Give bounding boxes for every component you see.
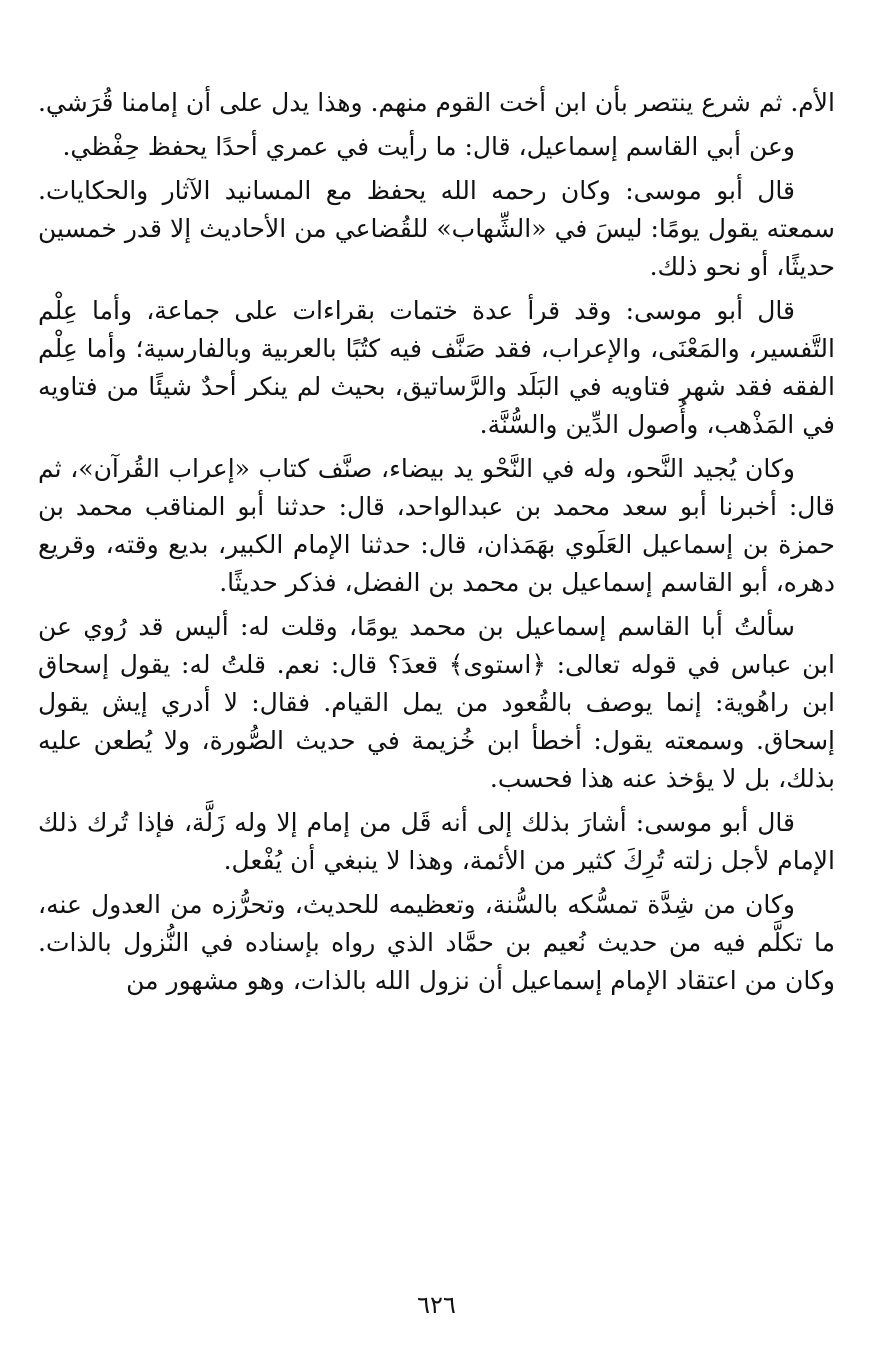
paragraph-4: قال أبو موسى: وقد قرأ عدة ختمات بقراءات على جماعة، وأما عِلْم التَّفسير، والمَعْنَى، والإعراب، فقد صَنَّف فيه كتُبًا بالعربية وبالفارسية؛ وأما عِلْم الفقه فقد شهر فتاويه في البَلَد والرَّساتيق، بحيث لم ينكر أحدٌ شيئًا من فتاويه في المَذْهب، وأُصول الدِّين والسُّنَّة. [38,296,835,439]
paragraph-2: وعن أبي القاسم إسماعيل، قال: ما رأيت في عمري أحدًا يحفظ حِفْظي. [62,132,795,161]
page-number: ٦٢٦ [417,1291,456,1319]
body-text [38,84,835,1006]
paragraph-1: الأم. ثم شرع ينتصر بأن ابن أخت القوم منهم. وهذا يدل على أن إمامنا قُرَشي. [37,88,835,117]
paragraph-6: سألتُ أبا القاسم إسماعيل بن محمد يومًا، وقلت له: أليس قد رُوي عن ابن عباس في قوله تعالى: ﴿استوى﴾ قعدَ؟ قال: نعم. قلتُ له: يقول إسحاق ابن راهُوية: إنما يوصف بالقُعود من يمل القيام. فقال: لا أدري إيش يقول إسحاق. وسمعته يقول: أخطأ ابن خُزيمة في حديث الصُّورة، ولا يُطعن عليه بذلك، بل لا يؤخذ عنه هذا فحسب. [38,612,835,793]
paragraph-5: وكان يُجيد النَّحو، وله في النَّحْو يد بيضاء، صنَّف كتاب «إعراب القُرآن»، ثم قال: أخبرنا أبو سعد محمد بن عبدالواحد، قال: حدثنا أبو المناقب محمد بن حمزة بن إسماعيل العَلَوي بهَمَذان، قال: حدثنا الإمام الكبير، بديع وقته، وقريع دهره، أبو القاسم إسماعيل بن محمد بن الفضل، فذكر حديثًا. [38,454,835,597]
paragraph-3: قال أبو موسى: وكان رحمه الله يحفظ مع المسانيد الآثار والحكايات. سمعته يقول يومًا: ليسَ في «الشِّهاب» للقُضاعي من الأحاديث إلا قدر خمسين حديثًا، أو نحو ذلك. [38,176,835,281]
paragraph-7: قال أبو موسى: أشارَ بذلك إلى أنه قَل من إمام إلا وله زَلَّة، فإذا تُرك ذلك الإمام لأجل زلته تُرِكَ كثير من الأئمة، وهذا لا ينبغي أن يُفْعل. [38,808,835,875]
paragraph-8: وكان من شِدَّة تمسُّكه بالسُّنة، وتعظيمه للحديث، وتحرُّزه من العدول عنه، ما تكلَّم فيه من حديث نُعيم بن حمَّاد الذي رواه بإسناده في النُّزول بالذات. وكان من اعتقاد الإمام إسماعيل أن نزول الله بالذات، وهو مشهور من [38,890,835,995]
